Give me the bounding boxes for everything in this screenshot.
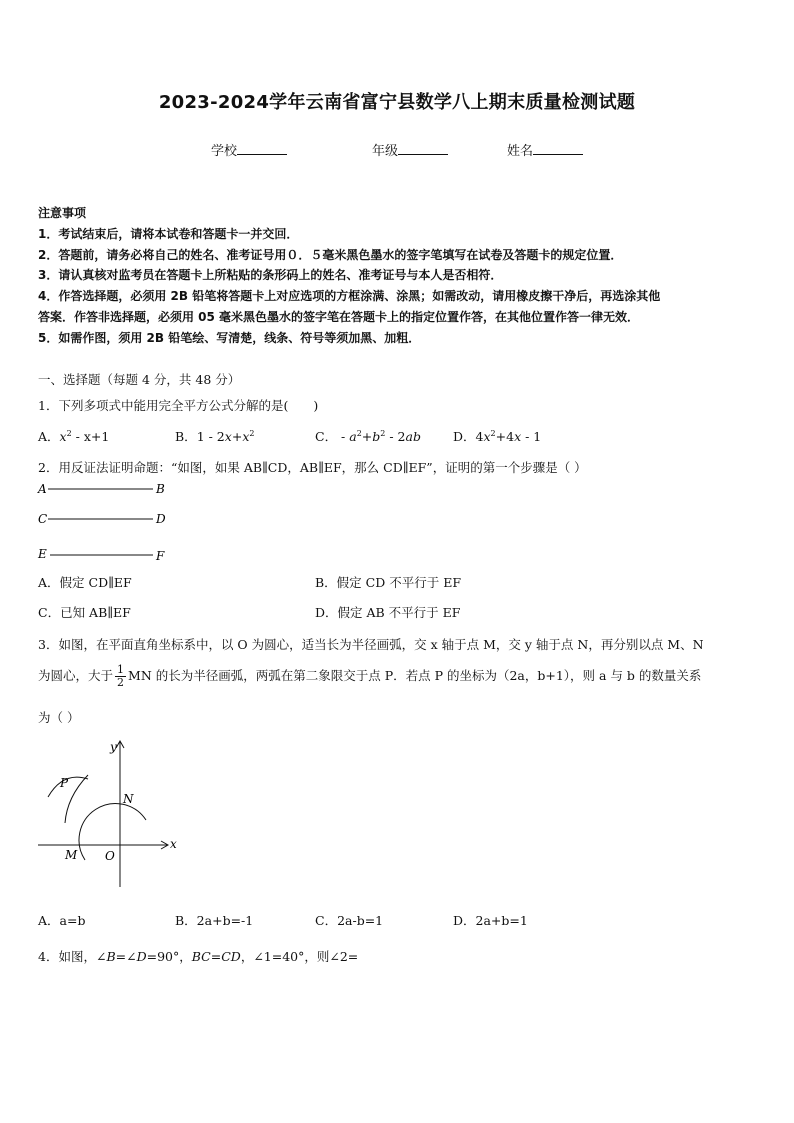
question-1-stem: 1．下列多项式中能用完全平方公式分解的是( )	[38, 398, 319, 413]
notice-item: 3．请认真核对监考员在答题卡上所粘贴的条形码上的姓名、准考证号与本人是否相符．	[38, 268, 503, 282]
notice-item: 4．作答选择题，必须用 2B 铅笔将答题卡上对应选项的方框涂满、涂黑；如需改动，请用橡皮擦干净后，再选涂其他	[38, 289, 661, 303]
label-x: x	[170, 837, 177, 851]
q1-option-b: B．$1 - 2x+x^2$	[175, 428, 255, 444]
coordinate-figure	[30, 735, 190, 895]
label-m: M	[65, 848, 78, 862]
q3-option-a: A．a=b	[38, 913, 86, 928]
q1-option-a: A．$x^2 - x+1$	[38, 428, 110, 444]
question-2-stem: 2．用反证法证明命题：“如图，如果 AB∥CD，AB∥EF，那么 CD∥EF”，证明的第一个步骤是（ ）	[38, 460, 587, 475]
notice-item: 1．考试结束后，请将本试卷和答题卡一并交回．	[38, 227, 299, 241]
grade-blank	[398, 142, 448, 155]
q1-option-c: C． - $a^2+b^2 - 2ab$	[315, 428, 421, 444]
q2-option-c: C．已知 AB∥EF	[38, 605, 131, 620]
question-3-line-3: 为（ ）	[38, 710, 80, 725]
q2-option-b: B．假定 CD 不平行于 EF	[315, 575, 461, 590]
name-field	[507, 140, 583, 159]
section-heading: 一、选择题（每题 4 分，共 48 分）	[38, 372, 241, 387]
label-c: C	[38, 512, 48, 526]
label-p: P	[60, 776, 69, 790]
label-e: E	[38, 547, 47, 561]
arc-from-m	[65, 775, 88, 823]
grade-field	[372, 140, 448, 159]
q3-option-d: D．2a+b=1	[453, 913, 528, 928]
school-blank	[237, 142, 287, 155]
q1-option-d: D．$4x^2+4x - 1$	[453, 428, 542, 444]
page-title: 2023-2024学年云南省富宁县数学八上期末质量检测试题	[158, 92, 636, 113]
label-o: O	[105, 849, 115, 863]
question-4-stem: 4．如图，∠B=∠D=90°，BC=CD，∠1=40°，则∠2=	[38, 949, 359, 964]
name-blank	[533, 142, 583, 155]
label-f: F	[156, 549, 165, 563]
grade-label: 年级	[372, 144, 399, 159]
notice-heading: 注意事项	[38, 206, 87, 220]
question-3-line-1: 3．如图，在平面直角坐标系中，以 O 为圆心，适当长为半径画弧，交 x 轴于点 M，交 y 轴于点 N，再分别以点 M、N	[38, 637, 704, 652]
question-3-line-2: 为圆心，大于 $\frac{1}{2}$ MN 的长为半径画弧，两弧在第二象限交于点 P．若点 P 的坐标为（2a，b+1），则 a 与 b 的数量关系	[38, 663, 702, 689]
q3-option-c: C．2a-b=1	[315, 913, 384, 928]
q2-option-a: A．假定 CD∥EF	[38, 575, 132, 590]
notice-item: 2．答题前，请务必将自己的姓名、准考证号用０．５毫米黑色墨水的签字笔填写在试卷及答题卡的规定位置．	[38, 248, 623, 262]
label-y: y	[110, 740, 117, 754]
q2-option-d: D．假定 AB 不平行于 EF	[315, 605, 461, 620]
label-n: N	[123, 792, 134, 806]
fraction-half: $\frac{1}{2}$	[117, 663, 125, 689]
school-field	[211, 140, 287, 159]
label-a: A	[38, 482, 47, 496]
parallel-lines-figure	[30, 478, 190, 570]
school-label: 学校	[211, 144, 238, 159]
name-label: 姓名	[507, 144, 534, 159]
label-d: D	[156, 512, 166, 526]
notice-item: 5．如需作图，须用 2B 铅笔绘、写清楚，线条、符号等须加黑、加粗．	[38, 331, 421, 345]
label-b: B	[156, 482, 165, 496]
notice-item: 答案．作答非选择题，必须用 05 毫米黑色墨水的签字笔在答题卡上的指定位置作答，在其他位置作答一律无效．	[38, 310, 640, 324]
q3-option-b: B．2a+b=-1	[175, 913, 254, 928]
